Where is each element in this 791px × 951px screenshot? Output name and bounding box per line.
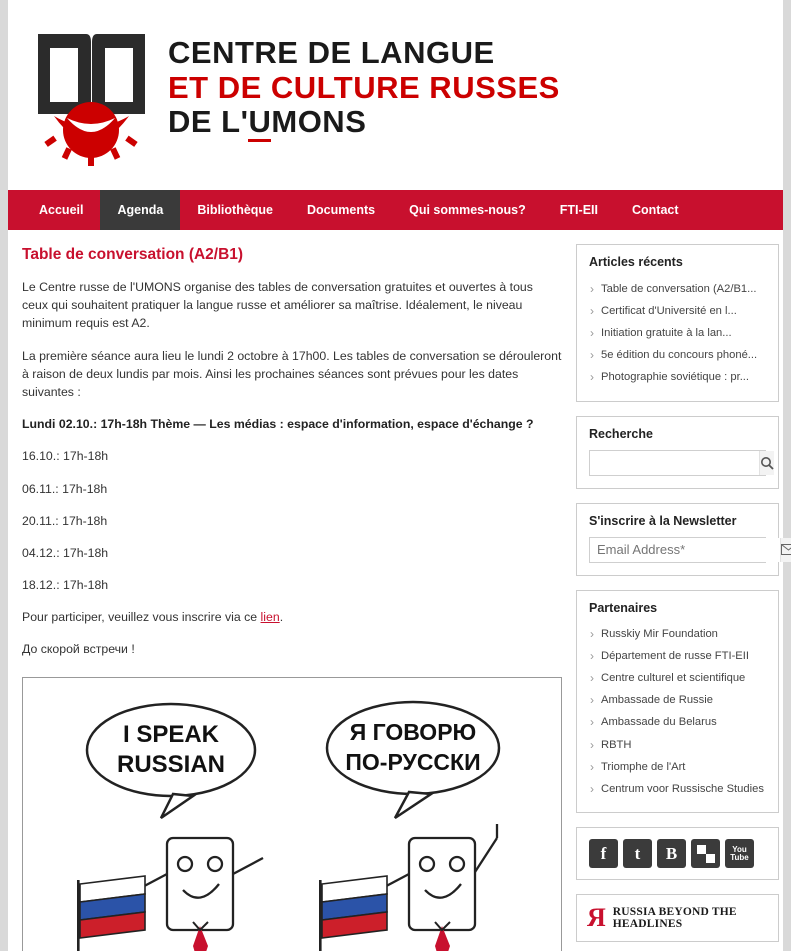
- list-item[interactable]: › 5e édition du concours phoné...: [589, 344, 766, 366]
- title-line-3-u: U: [248, 104, 271, 142]
- widget-title-newsletter: S'inscrire à la Newsletter: [589, 513, 737, 528]
- list-item[interactable]: › Département de russe FTI-EII: [589, 646, 766, 668]
- twitter-icon[interactable]: t: [623, 839, 652, 868]
- list-item[interactable]: › Russkiy Mir Foundation: [589, 624, 766, 646]
- youtube-label-bottom: Tube: [730, 852, 749, 862]
- widget-recent-posts: [576, 244, 779, 402]
- title-line-3-a: DE L': [168, 104, 249, 140]
- title-line-1: CENTRE DE LANGUE: [168, 35, 495, 70]
- main-navigation: [8, 190, 783, 230]
- list-item[interactable]: › Centrum voor Russische Studies: [589, 778, 766, 800]
- svg-text:Я ГОВОРЮ: Я ГОВОРЮ: [349, 718, 477, 745]
- article-date-3: 20.11.: 17h-18h: [22, 513, 108, 528]
- widget-title-partners: Partenaires: [589, 600, 658, 615]
- search-input[interactable]: [590, 451, 759, 475]
- recent-posts-list: [589, 278, 766, 389]
- list-item[interactable]: › RBTH: [589, 734, 766, 756]
- rbth-logo-icon: Я: [587, 903, 606, 933]
- nav-item-bibliotheque[interactable]: Bibliothèque: [197, 203, 274, 217]
- rbth-banner[interactable]: [576, 894, 779, 942]
- article-signup: [22, 608, 562, 626]
- article-date-4: 04.12.: 17h-18h: [22, 545, 109, 560]
- article-image: [22, 677, 562, 951]
- page-title: Table de conversation (A2/B1): [22, 246, 244, 263]
- nav-item-documents[interactable]: Documents: [307, 203, 376, 217]
- social-links: [576, 827, 779, 880]
- list-item[interactable]: › Centre culturel et scientifique: [589, 668, 766, 690]
- list-item[interactable]: › Ambassade de Russie: [589, 690, 766, 712]
- open-book-logo[interactable]: [34, 26, 149, 166]
- youtube-icon[interactable]: [725, 839, 754, 868]
- email-field[interactable]: [590, 538, 780, 562]
- main-column: [22, 244, 562, 951]
- signup-prefix: Pour participer, veuillez vous inscrire via ce: [22, 610, 261, 625]
- list-item[interactable]: › Certificat d'Université en l...: [589, 300, 766, 322]
- signup-suffix: .: [279, 610, 284, 625]
- list-item[interactable]: › Photographie soviétique : pr...: [589, 366, 766, 388]
- list-item[interactable]: › Table de conversation (A2/B1...: [589, 278, 766, 300]
- article-paragraph-1: Le Centre russe de l'UMONS organise des tables de conversation gratuites et ouvertes à tous ceux qui souhaitent pratiquer la langue russe et améliorer sa maîtrise. Idéalement, le niveau minimum requis est A2.: [22, 280, 533, 331]
- nav-item-contact[interactable]: Contact: [631, 203, 679, 217]
- rbth-banner-text: RUSSIA BEYOND THE HEADLINES: [612, 906, 737, 931]
- article-date-5: 18.12.: 17h-18h: [22, 578, 109, 593]
- svg-text:I SPEAK: I SPEAK: [122, 720, 220, 748]
- nav-item-qui-sommes-nous[interactable]: Qui sommes-nous?: [409, 203, 526, 217]
- list-item[interactable]: › Ambassade du Belarus: [589, 712, 766, 734]
- article-closing: До скорой встречи !: [22, 642, 135, 657]
- title-line-3: [168, 105, 560, 140]
- article-highlight: Lundi 02.10.: 17h-18h Thème — Les médias : espace d'information, espace d'échange ?: [22, 417, 534, 432]
- partners-list: [589, 624, 766, 801]
- widget-title-search: Recherche: [589, 426, 653, 441]
- article: [22, 246, 562, 659]
- signup-link[interactable]: lien: [260, 610, 280, 625]
- youtube-label-top: You: [732, 844, 747, 854]
- widget-title-recent: Articles récents: [589, 255, 683, 269]
- list-item[interactable]: › Triomphe de l'Art: [589, 756, 766, 778]
- article-date-1: 16.10.: 17h-18h: [22, 449, 109, 464]
- page-content: [8, 230, 783, 951]
- delicious-icon[interactable]: [691, 839, 720, 868]
- svg-text:RUSSIAN: RUSSIAN: [116, 750, 226, 778]
- article-date-2: 06.11.: 17h-18h: [22, 481, 108, 496]
- vk-icon[interactable]: B: [657, 839, 686, 868]
- title-line-2: ET DE CULTURE RUSSES: [168, 69, 560, 105]
- search-row: [589, 450, 766, 476]
- sidebar: [576, 244, 779, 951]
- search-icon[interactable]: [759, 451, 774, 475]
- site-header: [8, 0, 783, 190]
- widget-partners: [576, 590, 779, 814]
- site-title: [168, 36, 560, 140]
- list-item[interactable]: › Initiation gratuite à la lan...: [589, 322, 766, 344]
- title-line-3-b: MONS: [271, 104, 367, 140]
- article-paragraph-2: La première séance aura lieu le lundi 2 octobre à 17h00. Les tables de conversation se dérouleront à raison de deux lundis par mois. Ainsi les prochaines séances sont prévues pour les dates suivantes :: [22, 348, 562, 399]
- nav-item-accueil[interactable]: Accueil: [39, 203, 84, 217]
- widget-newsletter: [576, 503, 779, 576]
- envelope-icon[interactable]: [780, 538, 791, 562]
- newsletter-row: [589, 537, 766, 563]
- nav-item-fti-eii[interactable]: FTI-EII: [559, 203, 598, 217]
- svg-text:ПО-РУССКИ: ПО-РУССКИ: [345, 748, 481, 775]
- facebook-icon[interactable]: f: [589, 839, 618, 868]
- site-container: [8, 0, 783, 951]
- nav-item-agenda[interactable]: Agenda: [100, 190, 180, 230]
- widget-search: [576, 416, 779, 489]
